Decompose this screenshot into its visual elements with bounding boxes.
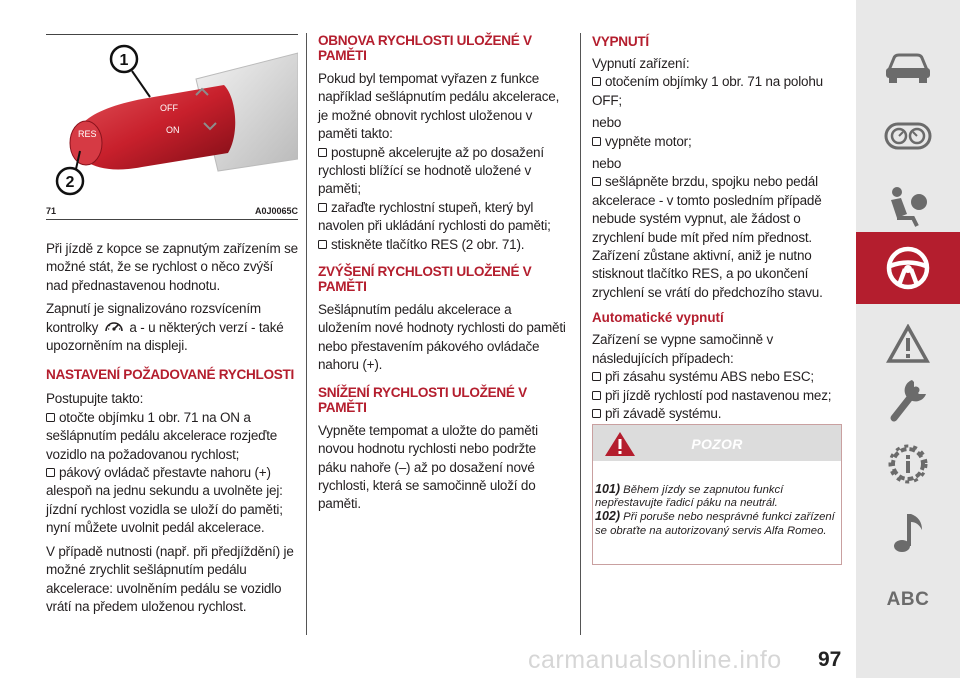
- checkbox-bullet-icon: [46, 468, 55, 477]
- cruise-control-warning-icon: [103, 319, 125, 335]
- warning-note: 102) Při poruše nebo nesprávné funkci zařízení se obraťte na autorizovaný servis Alfa Romeo.: [595, 509, 835, 537]
- off-intro: Vypnutí zařízení:: [592, 56, 690, 71]
- list-item: postupně akcelerujte až po dosažení rychlosti blížící se hodnotě uložené v paměti;: [318, 144, 544, 197]
- checkbox-bullet-icon: [318, 240, 327, 249]
- warning-header: [593, 425, 841, 461]
- callout-1: 1: [119, 52, 129, 69]
- set-intro: Postupujte takto:: [46, 391, 144, 407]
- checkbox-bullet-icon: [592, 409, 601, 418]
- seat-airbag-icon: [883, 184, 933, 228]
- tab-driving[interactable]: [856, 232, 960, 304]
- warning-box: [592, 424, 842, 565]
- lever-label-off: OFF: [160, 103, 178, 113]
- lever-label-res: RES: [78, 129, 97, 139]
- figure-caption: [46, 203, 298, 220]
- paragraph-overtaking: V případě nutnosti (např. při předjíždění) je možné zrychlit sešlápnutím pedálu akcelerace: uvolněním pedálu se vozidlo vrátí na předem uloženou rychlost.: [46, 543, 294, 614]
- car-icon: [883, 50, 933, 86]
- chapter-sidebar: [856, 0, 960, 678]
- list-item: stiskněte tlačítko RES (2 obr. 71).: [318, 236, 566, 254]
- warning-triangle-icon: [886, 324, 930, 364]
- wrench-icon: [886, 372, 930, 424]
- list-item: při závadě systému.: [592, 405, 840, 423]
- increase-text: Sešlápnutím pedálu akcelerace a uložením nové hodnoty rychlosti do paměti nebo přestavením pákového ovládače nahoru (+).: [318, 302, 566, 373]
- checkbox-bullet-icon: [592, 77, 601, 86]
- abc-index: ABC: [886, 589, 930, 610]
- tab-maintenance[interactable]: [856, 362, 960, 434]
- figure-number: 71: [46, 206, 57, 216]
- heading-set-speed: NASTAVENÍ POŽADOVANÉ RYCHLOSTI: [46, 367, 295, 383]
- watermark: carmanualsonline.info: [528, 646, 782, 674]
- column-2: [318, 33, 566, 514]
- auto-intro: Zařízení se vypne samočinně v následujících případech:: [592, 332, 774, 366]
- checkbox-bullet-icon: [46, 413, 55, 422]
- tab-technical-data[interactable]: [856, 428, 960, 500]
- warning-note: 101) Během jízdy se zapnutou funkcí nepřestavujte řadicí páku na neutrál.: [595, 482, 784, 510]
- column-1: [46, 240, 298, 616]
- checkbox-bullet-icon: [592, 177, 601, 186]
- figure-code: A0J0065C: [254, 206, 298, 216]
- callout-2: 2: [65, 174, 75, 191]
- figure-cruise-lever: [46, 34, 298, 201]
- heading-auto-off: Automatické vypnutí: [592, 310, 724, 326]
- checkbox-bullet-icon: [592, 391, 601, 400]
- paragraph-indicator: Zapnutí je signalizováno rozsvícením kontrolky a - u některých verzí - také upozorněním na displeji.: [46, 301, 284, 354]
- column-divider: [580, 33, 581, 635]
- tab-dashboard[interactable]: [856, 100, 960, 172]
- lever-label-on: ON: [166, 125, 180, 135]
- restore-intro: Pokud byl tempomat vyřazen z funkce například sešlápnutím pedálu akcelerace, je možné obnovit rychlost uloženou v paměti takto:: [318, 71, 560, 142]
- list-item: sešlápněte brzdu, spojku nebo pedál akcelerace - v tomto posledním případě nebude systém vypnut, ale žádost o zrychlení bude mít před ním přednost. Zařízení zůstane aktivní, aniž je nutno stisknout tlačítko RES, a po ukončení zrychlení se vrátí do předchozího stavu.: [592, 174, 823, 300]
- paragraph-downhill: Při jízdě z kopce se zapnutým zařízením se možné stát, že se rychlost o něco zvýší nad přednastavenou hodnotu.: [46, 241, 298, 293]
- checkbox-bullet-icon: [318, 148, 327, 157]
- column-3: [592, 34, 840, 423]
- lever-illustration: [46, 35, 298, 201]
- list-item: otočením objímky 1 obr. 71 na polohu OFF;: [592, 74, 823, 108]
- column-divider: [306, 33, 307, 635]
- list-item: zařaďte rychlostní stupeň, který byl navolen při ukládání rychlosti do paměti;: [318, 199, 551, 234]
- list-item: vypněte motor;: [592, 133, 840, 151]
- checkbox-bullet-icon: [318, 203, 327, 212]
- heading-decrease-speed: SNÍŽENÍ RYCHLOSTI ULOŽENÉ V PAMĚTI: [318, 384, 527, 415]
- or-separator: nebo: [592, 156, 622, 172]
- warning-body: [595, 483, 835, 538]
- list-item: pákový ovládač přestavte nahoru (+) alespoň na jednu sekundu a uvolněte jej: jízdní rychlost vozidla se uloží do paměti; nyní můžete uvolnit pedál akcelerace.: [46, 465, 283, 536]
- music-note-icon: [888, 508, 928, 556]
- or-separator: nebo: [592, 115, 622, 131]
- heading-off: VYPNUTÍ: [592, 34, 649, 49]
- checkbox-bullet-icon: [592, 137, 601, 146]
- page-number: 97: [818, 648, 842, 671]
- list-item: při zásahu systému ABS nebo ESC;: [592, 368, 840, 386]
- gear-info-icon: [884, 440, 932, 488]
- tab-multimedia[interactable]: [856, 496, 960, 568]
- steering-wheel-icon: [885, 245, 931, 291]
- list-item: při jízdě rychlostí pod nastavenou mez;: [592, 387, 840, 405]
- heading-restore-speed: OBNOVA RYCHLOSTI ULOŽENÉ V PAMĚTI: [318, 33, 532, 63]
- list-item: otočte objímku 1 obr. 71 na ON a sešlápnutím pedálu akcelerace rozjeďte vozidlo na požadovanou rychlost;: [46, 409, 278, 462]
- heading-increase-speed: ZVÝŠENÍ RYCHLOSTI ULOŽENÉ V PAMĚTI: [318, 264, 532, 295]
- dashboard-gauges-icon: [883, 118, 933, 154]
- warning-title: POZOR: [691, 436, 743, 452]
- decrease-text: Vypněte tempomat a uložte do paměti novou hodnotu rychlosti nebo podržte páku nahoře (–) až po dosažení nové rychlosti, která se samočinně uloží do paměti.: [318, 422, 538, 512]
- tab-index[interactable]: [856, 564, 960, 636]
- checkbox-bullet-icon: [592, 372, 601, 381]
- tab-car[interactable]: [856, 32, 960, 104]
